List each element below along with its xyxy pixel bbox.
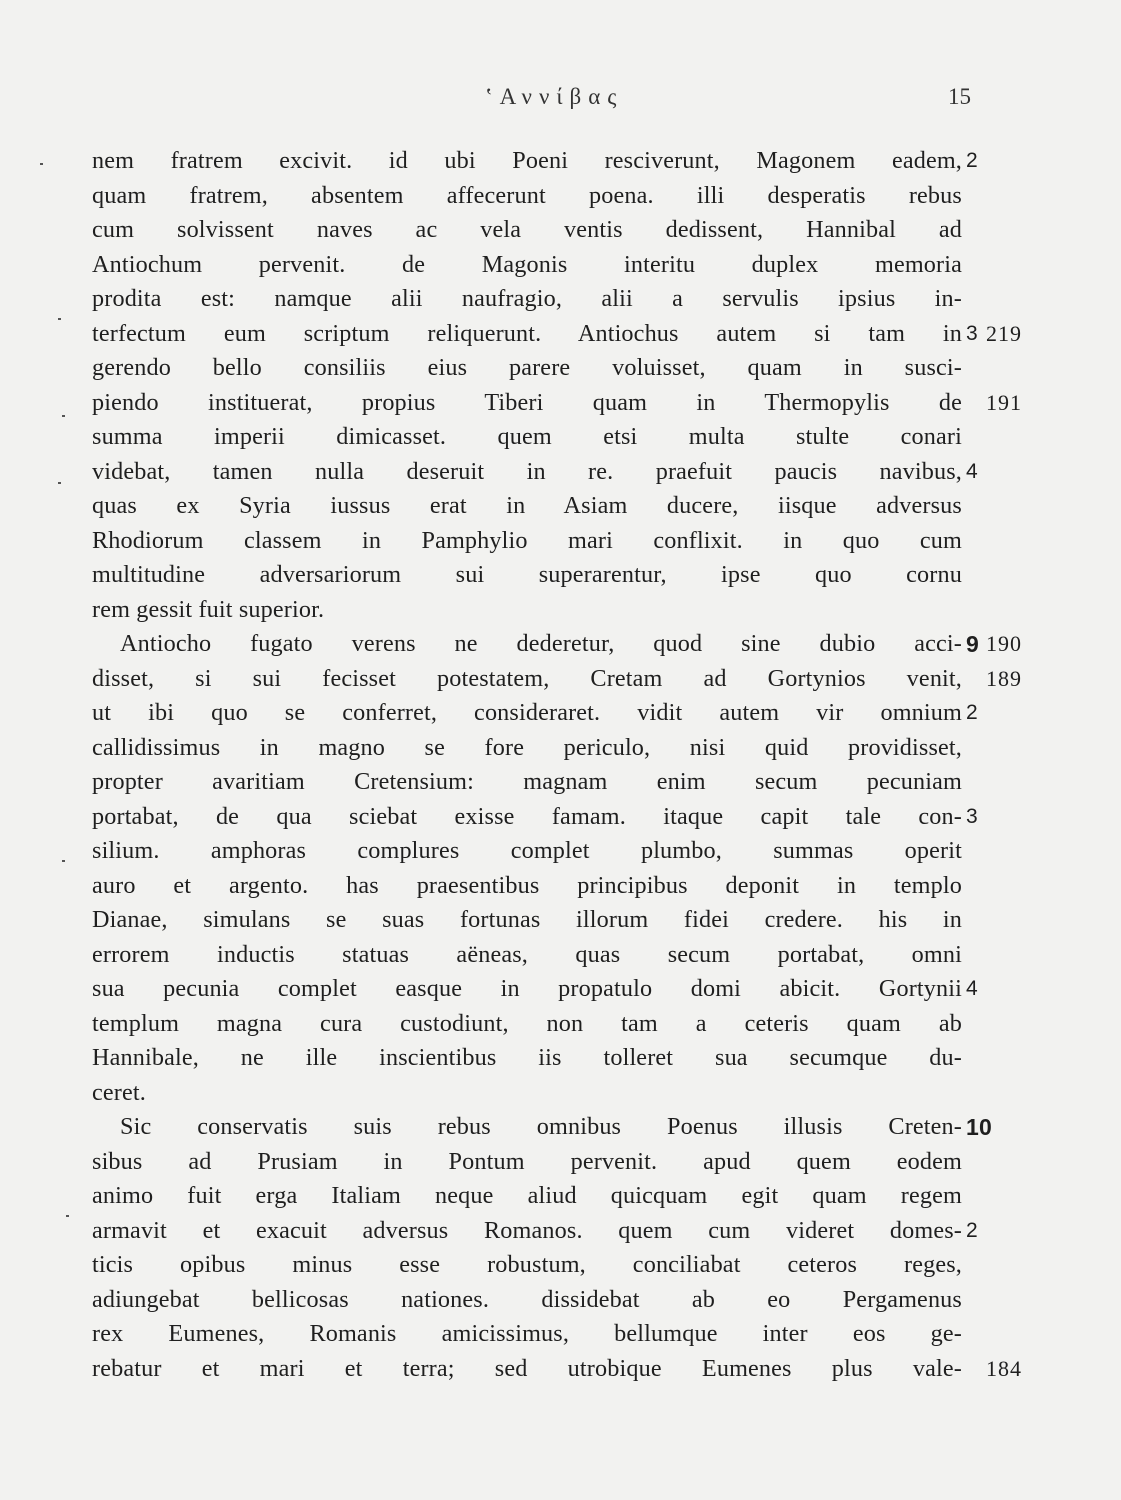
margin-year: 191	[986, 389, 1022, 415]
section-number: 2	[966, 701, 978, 724]
scan-speck	[58, 318, 61, 320]
section-number: 2	[966, 149, 978, 172]
text-line	[92, 765, 1102, 800]
section-number: 2	[966, 1218, 978, 1242]
line-text: disset, si sui fecisset potestatem, Cretam ad Gortynios venit,	[92, 664, 962, 692]
margin-year: 190	[986, 631, 1022, 656]
line-text: sibus ad Prusiam in Pontum pervenit. apud quem eodem	[92, 1147, 962, 1175]
text-line	[92, 248, 1102, 283]
text-line	[92, 1145, 1102, 1180]
line-text: auro et argento. has praesentibus principibus deponit in templo	[92, 871, 962, 899]
line-text: nem fratrem excivit. id ubi Poeni resciverunt, Magonem eadem,	[92, 147, 962, 174]
line-text: sua pecunia complet easque in propatulo domi abicit. Gortynii	[92, 975, 962, 1002]
line-text: callidissimus in magno se fore periculo, nisi quid providisset,	[92, 733, 962, 761]
margin-year: 184	[986, 1355, 1022, 1381]
text-line	[92, 903, 1102, 938]
text-line	[92, 213, 1102, 248]
line-text: Dianae, simulans se suas fortunas illorum fidei credere. his in	[92, 906, 962, 933]
chapter-number: 10	[966, 1114, 992, 1140]
line-text: portabat, de qua sciebat exisse famam. itaque capit tale con-	[92, 802, 962, 830]
text-line	[92, 593, 1102, 628]
text-line	[92, 1076, 1102, 1111]
text-line	[92, 731, 1102, 766]
line-text: rebatur et mari et terra; sed utrobique Eumenes plus vale-	[92, 1354, 962, 1382]
line-text: Rhodiorum classem in Pamphylio mari conflixit. in quo cum	[92, 526, 962, 554]
text-line	[92, 1248, 1102, 1283]
line-text: gerendo bello consiliis eius parere voluisset, quam in susci-	[92, 354, 962, 381]
line-text: rex Eumenes, Romanis amicissimus, bellumque inter eos ge-	[92, 1320, 962, 1347]
text-line	[92, 144, 1102, 179]
text-line	[92, 386, 1102, 421]
text-line	[92, 282, 1102, 317]
text-line	[92, 800, 1102, 835]
text-line	[92, 558, 1102, 593]
line-text: summa imperii dimicasset. quem etsi multa stulte conari	[92, 423, 962, 450]
line-text: cum solvissent naves ac vela ventis dedissent, Hannibal ad	[92, 216, 962, 243]
text-line	[92, 662, 1102, 697]
text-line	[92, 972, 1102, 1007]
text-line	[92, 420, 1102, 455]
text-line	[92, 1214, 1102, 1249]
margin-year: 189	[986, 665, 1022, 691]
line-text: ceret.	[92, 1078, 146, 1106]
text-line	[92, 869, 1102, 904]
line-text: Hannibale, ne ille inscientibus iis tolleret sua secumque du-	[92, 1044, 962, 1071]
text-line	[92, 1007, 1102, 1042]
line-text: Sic conservatis suis rebus omnibus Poenus illusis Creten-	[120, 1113, 962, 1140]
line-text: propter avaritiam Cretensium: magnam enim secum pecuniam	[92, 768, 962, 795]
section-number: 4	[966, 459, 978, 483]
line-text: terfectum eum scriptum reliquerunt. Antiochus autem si tam in	[92, 319, 962, 347]
line-text: errorem inductis statuas aëneas, quas secum portabat, omni	[92, 940, 962, 968]
line-text: ticis opibus minus esse robustum, conciliabat ceteros reges,	[92, 1251, 962, 1278]
text-line	[92, 1283, 1102, 1318]
text-line	[92, 834, 1102, 869]
line-text: piendo instituerat, propius Tiberi quam in Thermopylis de	[92, 388, 962, 416]
text-line	[92, 455, 1102, 490]
text-line	[92, 1317, 1102, 1352]
line-text: quas ex Syria iussus erat in Asiam ducere, iisque adversus	[92, 492, 962, 519]
text-line	[92, 1179, 1102, 1214]
line-text: ut ibi quo se conferret, consideraret. vidit autem vir omnium	[92, 699, 962, 726]
line-text: multitudine adversariorum sui superarentur, ipse quo cornu	[92, 561, 962, 588]
page-number: 15	[948, 84, 971, 109]
section-number: 3	[966, 321, 978, 345]
text-line	[92, 1041, 1102, 1076]
scan-speck	[66, 1215, 69, 1217]
scan-speck	[62, 860, 65, 862]
line-text: adiungebat bellicosas nationes. dissidebat ab eo Pergamenus	[92, 1285, 962, 1313]
text-line	[92, 938, 1102, 973]
section-number: 3	[966, 804, 978, 828]
line-text: quam fratrem, absentem affecerunt poena. illi desperatis rebus	[92, 181, 962, 209]
line-text: rem gessit fuit superior.	[92, 595, 325, 623]
margin-year: 219	[986, 320, 1022, 346]
scan-speck	[58, 482, 61, 484]
line-text: Antiochum pervenit. de Magonis interitu duplex memoria	[92, 250, 962, 278]
text-line	[92, 179, 1102, 214]
text-line	[92, 351, 1102, 386]
text-line	[92, 524, 1102, 559]
text-line	[92, 317, 1102, 352]
line-text: templum magna cura custodiunt, non tam a ceteris quam ab	[92, 1009, 962, 1037]
line-text: videbat, tamen nulla deseruit in re. praefuit paucis navibus,	[92, 457, 962, 485]
page-header	[0, 84, 1121, 120]
text-line	[92, 1352, 1102, 1387]
scan-speck	[62, 415, 65, 417]
text-line	[92, 1110, 1102, 1145]
line-text: armavit et exacuit adversus Romanos. quem cum videret domes-	[92, 1216, 962, 1244]
chapter-number: 9	[966, 631, 979, 657]
running-title: ʽΑννίβας	[485, 84, 624, 109]
line-text: Antiocho fugato verens ne dederetur, quod sine dubio acci-	[120, 630, 962, 657]
line-text: animo fuit erga Italiam neque aliud quicquam egit quam regem	[92, 1182, 962, 1209]
scan-speck	[40, 163, 43, 165]
text-line	[92, 696, 1102, 731]
line-text: silium. amphoras complures complet plumbo, summas operit	[92, 837, 962, 864]
body-text	[92, 144, 1102, 1386]
line-text: prodita est: namque alii naufragio, alii a servulis ipsius in-	[92, 285, 962, 312]
text-line	[92, 489, 1102, 524]
text-line	[92, 627, 1102, 662]
section-number: 4	[966, 977, 978, 1000]
